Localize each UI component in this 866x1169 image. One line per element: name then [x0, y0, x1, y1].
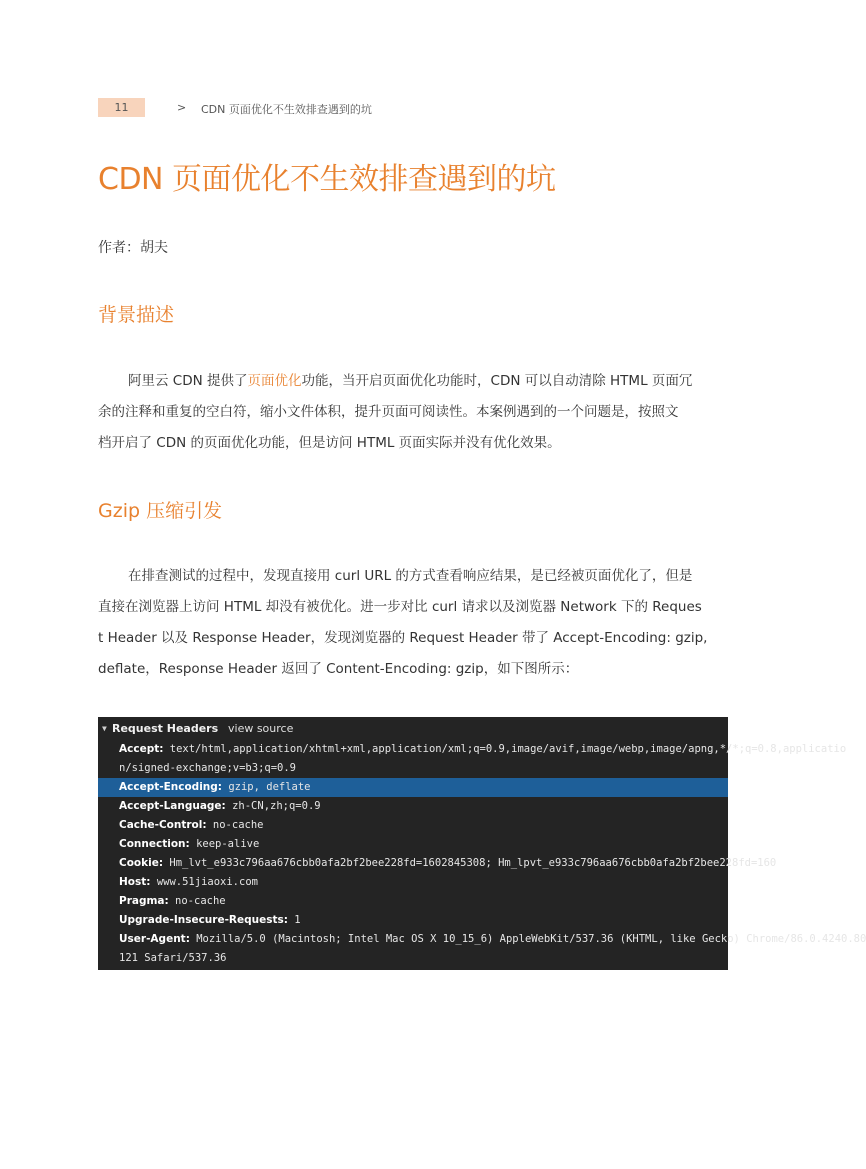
page-number-badge: 11	[98, 98, 145, 117]
header-row-connection	[98, 835, 728, 854]
header-value: n/signed-exchange;v=b3;q=0.9	[119, 762, 297, 774]
header-key: Host:	[119, 876, 151, 888]
header-row-cache-control	[98, 816, 728, 835]
paragraph-line: 直接在浏览器上访问 HTML 却没有被优化。进一步对比 curl 请求以及浏览器 Network 下的 Reques	[98, 599, 702, 615]
header-key: Cache-Control:	[119, 819, 207, 831]
page-optimization-link[interactable]: 页面优化	[247, 373, 302, 389]
section-heading-background: 背景描述	[98, 304, 175, 326]
header-row-accept-encoding[interactable]	[98, 778, 728, 797]
header-key: Accept-Language:	[119, 800, 226, 812]
header-row-upgrade-insecure	[98, 911, 728, 930]
header-key: User-Agent:	[119, 933, 190, 945]
header-row-cookie	[98, 854, 777, 873]
header-key: Cookie:	[119, 857, 164, 869]
paragraph-line	[98, 366, 730, 397]
header-value: gzip, deflate	[228, 781, 311, 793]
header-value: no-cache	[175, 895, 226, 907]
breadcrumb-separator: >	[177, 101, 187, 114]
breadcrumb[interactable]: CDN 页面优化不生效排查遇到的坑	[201, 103, 372, 116]
header-value: 121 Safari/537.36	[119, 952, 227, 964]
page-title: CDN 页面优化不生效排查遇到的坑	[98, 162, 556, 197]
header-row-accept	[98, 740, 847, 759]
devtools-request-headers-screenshot	[98, 717, 866, 970]
header-key: Accept:	[119, 743, 164, 755]
paragraph-background	[98, 366, 730, 459]
paragraph-line: deflate，Response Header 返回了 Content-Encoding: gzip，如下图所示：	[98, 661, 579, 677]
header-value: Hm_lvt_e933c796aa676cbb0afa2bf2bee228fd=1602845308; Hm_lpvt_e933c796aa676cbb0afa2bf2bee228fd=160	[169, 857, 777, 869]
section-heading-gzip: Gzip 压缩引发	[98, 500, 223, 522]
view-source-link[interactable]: view source	[228, 722, 294, 735]
header-row-host	[98, 873, 728, 892]
paragraph-line: 在排查测试的过程中，发现直接用 curl URL 的方式查看响应结果，是已经被页面优化了，但是	[128, 568, 693, 584]
author-line: 作者：胡夫	[98, 240, 168, 256]
text-segment: 阿里云 CDN 提供了	[128, 373, 248, 389]
header-row-accept-language	[98, 797, 728, 816]
header-row-accept-cont	[98, 759, 728, 778]
header-key: Connection:	[119, 838, 190, 850]
header-key: Upgrade-Insecure-Requests:	[119, 914, 288, 926]
paragraph-line: 档开启了 CDN 的页面优化功能，但是访问 HTML 页面实际并没有优化效果。	[98, 435, 561, 451]
request-headers-title-row[interactable]	[98, 719, 728, 738]
header-value: 1	[294, 914, 301, 926]
header-key: Pragma:	[119, 895, 169, 907]
header-value: text/html,application/xhtml+xml,application/xml;q=0.9,image/avif,image/webp,image/apng,*/*;q=0.8,applicatio	[169, 743, 847, 755]
request-headers-title: Request Headers	[112, 722, 219, 735]
header-row-user-agent	[98, 930, 866, 949]
text-segment: 功能，当开启页面优化功能时，CDN 可以自动清除 HTML 页面冗	[301, 373, 693, 389]
header-key: Accept-Encoding:	[119, 781, 222, 793]
header-value: www.51jiaoxi.com	[156, 876, 258, 888]
paragraph-line: 余的注释和重复的空白符，缩小文件体积，提升页面可阅读性。本案例遇到的一个问题是，按照文	[98, 404, 679, 420]
header-value: Mozilla/5.0 (Macintosh; Intel Mac OS X 10_15_6) AppleWebKit/537.36 (KHTML, like Gecko) Chrome/86.0.4240.80	[196, 933, 866, 945]
header-value: zh-CN,zh;q=0.9	[232, 800, 321, 812]
paragraph-line: t Header 以及 Response Header，发现浏览器的 Request Header 带了 Accept-Encoding: gzip,	[98, 630, 708, 646]
header-value: keep-alive	[196, 838, 260, 850]
paragraph-gzip	[98, 561, 730, 685]
header-row-user-agent-cont	[98, 949, 728, 968]
header-row-pragma	[98, 892, 728, 911]
triangle-down-icon[interactable]: ▼	[102, 724, 107, 733]
header-value: no-cache	[212, 819, 264, 831]
